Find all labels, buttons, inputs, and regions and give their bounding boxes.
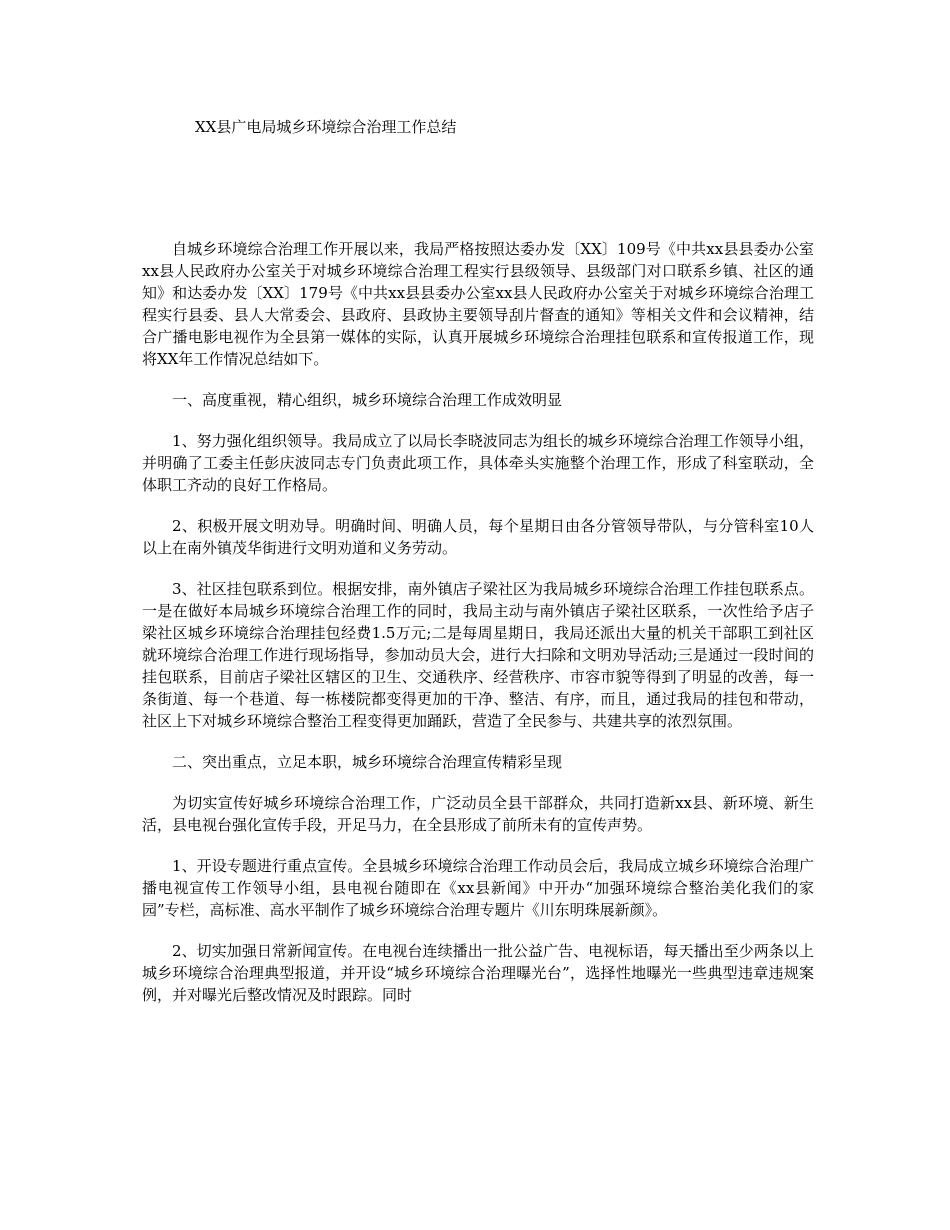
document-body — [142, 238, 814, 1025]
paragraph-daily-news: 2、切实加强日常新闻宣传。在电视台连续播出一批公益广告、电视标语，每天播出至少两条以上城乡环境综合治理典型报道，并开设“城乡环境综合治理曝光台”，选择性地曝光一些典型违章违规案例，并对曝光后整改情况及时跟踪。同时 — [142, 942, 814, 1004]
section-heading-2: 二、突出重点，立足本职，城乡环境综合治理宣传精彩呈现 — [172, 753, 563, 771]
intro-paragraph: 自城乡环境综合治理工作开展以来，我局严格按照达委办发〔XX〕109号《中共xx县县委办公室xx县人民政府办公室关于对城乡环境综合治理工程实行县级领导、县级部门对口联系乡镇、社区的通知》和达委办发〔XX〕179号《中共xx县县委办公室xx县人民政府办公室关于对城乡环境综合治理工程实行县委、县人大常委会、县政府、县政协主要领导刮片督查的通知》等相关文件和会议精神，结合广播电影电视作为全县第一媒体的实际，认真开展城乡环境综合治理挂包联系和宣传报道工作，现将XX年工作情况总结如下。 — [142, 240, 814, 368]
section-heading-1: 一、高度重视，精心组织，城乡环境综合治理工作成效明显 — [172, 391, 563, 409]
paragraph-organization: 1、努力强化组织领导。我局成立了以局长李晓波同志为组长的城乡环境综合治理工作领导小组，并明确了工委主任彭庆波同志专门负责此项工作，具体牵头实施整个治理工作，形成了科室联动，全体职工齐动的良好工作格局。 — [142, 432, 814, 494]
paragraph-civility: 2、积极开展文明劝导。明确时间、明确人员，每个星期日由各分管领导带队，与分管科室10人以上在南外镇茂华街进行文明劝道和义务劳动。 — [142, 517, 814, 557]
document-title: XX县广电局城乡环境综合治理工作总结 — [195, 118, 457, 136]
paragraph-publicity-intro: 为切实宣传好城乡环境综合治理工作，广泛动员全县干部群众，共同打造新xx县、新环境、新生活，县电视台强化宣传手段，开足马力，在全县形成了前所未有的宣传声势。 — [142, 794, 814, 834]
paragraph-community: 3、社区挂包联系到位。根据安排，南外镇店子梁社区为我局城乡环境综合治理工作挂包联系点。一是在做好本局城乡环境综合治理工作的同时，我局主动与南外镇店子梁社区联系，一次性给予店子梁社区城乡环境综合治理挂包经费1.5万元;二是每周星期日，我局还派出大量的机关干部职工到社区就环境综合治理工作进行现场指导，参加动员大会，进行大扫除和文明劝导活动;三是通过一段时间的挂包联系，目前店子梁社区辖区的卫生、交通秩序、经营秩序、市容市貌等得到了明显的改善，每一条街道、每一个巷道、每一栋楼院都变得更加的干净、整洁、有序，而且，通过我局的挂包和带动，社区上下对城乡环境综合整治工程变得更加踊跃，营造了全民参与、共建共享的浓烈氛围。 — [142, 580, 814, 730]
paragraph-special-topic: 1、开设专题进行重点宣传。全县城乡环境综合治理工作动员会后，我局成立城乡环境综合治理广播电视宣传工作领导小组，县电视台随即在《xx县新闻》中开办“加强环境综合整治美化我们的家园”专栏，高标准、高水平制作了城乡环境综合治理专题片《川东明珠展新颜》。 — [142, 857, 814, 919]
